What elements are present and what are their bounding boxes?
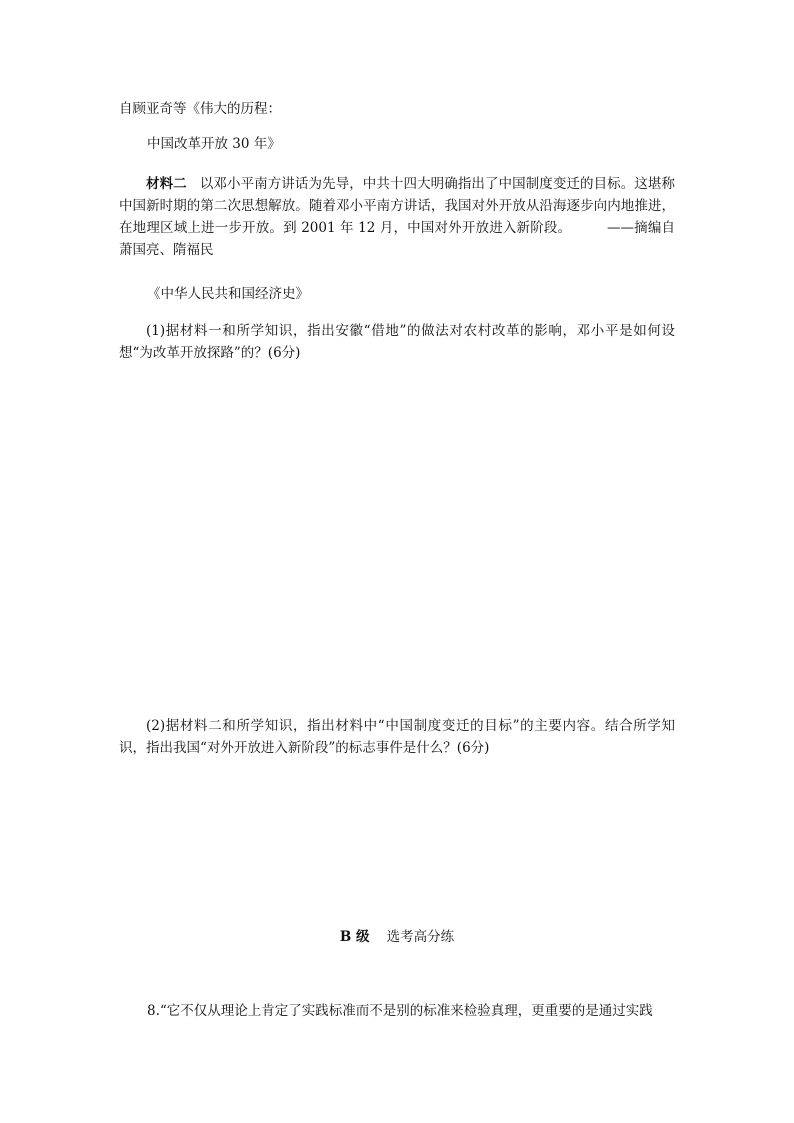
section-b-title: 选考高分练 bbox=[386, 929, 455, 945]
section-b-heading bbox=[0, 928, 794, 946]
material-2-label: 材料二 bbox=[146, 176, 187, 192]
section-b-level: B 级 bbox=[339, 929, 370, 945]
source-line-2: 中国改革开放 30 年》 bbox=[147, 136, 281, 152]
material-2-attribution: ——摘编自萧国亮、隋福民 bbox=[119, 220, 675, 258]
question-8-start: 8.“它不仅从理论上肯定了实践标准而不是别的标准来检验真理，更重要的是通过实践 bbox=[147, 1003, 653, 1019]
material-2-book: 《中华人民共和国经济史》 bbox=[147, 286, 309, 302]
material-2-paragraph bbox=[119, 173, 675, 261]
question-1: (1)据材料一和所学知识，指出安徽“借地”的做法对农村改革的影响，邓小平是如何设想“为改革开放探路”的？(6分) bbox=[119, 323, 675, 361]
material-2-text: 以邓小平南方讲话为先导，中共十四大明确指出了中国制度变迁的目标。这堪称中国新时期的第二次思想解放。随着邓小平南方讲话，我国对外开放从沿海逐步向内地推进，在地理区域上进一步开放。到 2001 年 12 月，中国对外开放进入新阶段。 bbox=[119, 176, 675, 236]
source-line-1: 自顾亚奇等《伟大的历程： bbox=[119, 101, 281, 117]
question-2: (2)据材料二和所学知识，指出材料中“中国制度变迁的目标”的主要内容。结合所学知识，指出我国“对外开放进入新阶段”的标志事件是什么？(6分) bbox=[119, 718, 675, 756]
